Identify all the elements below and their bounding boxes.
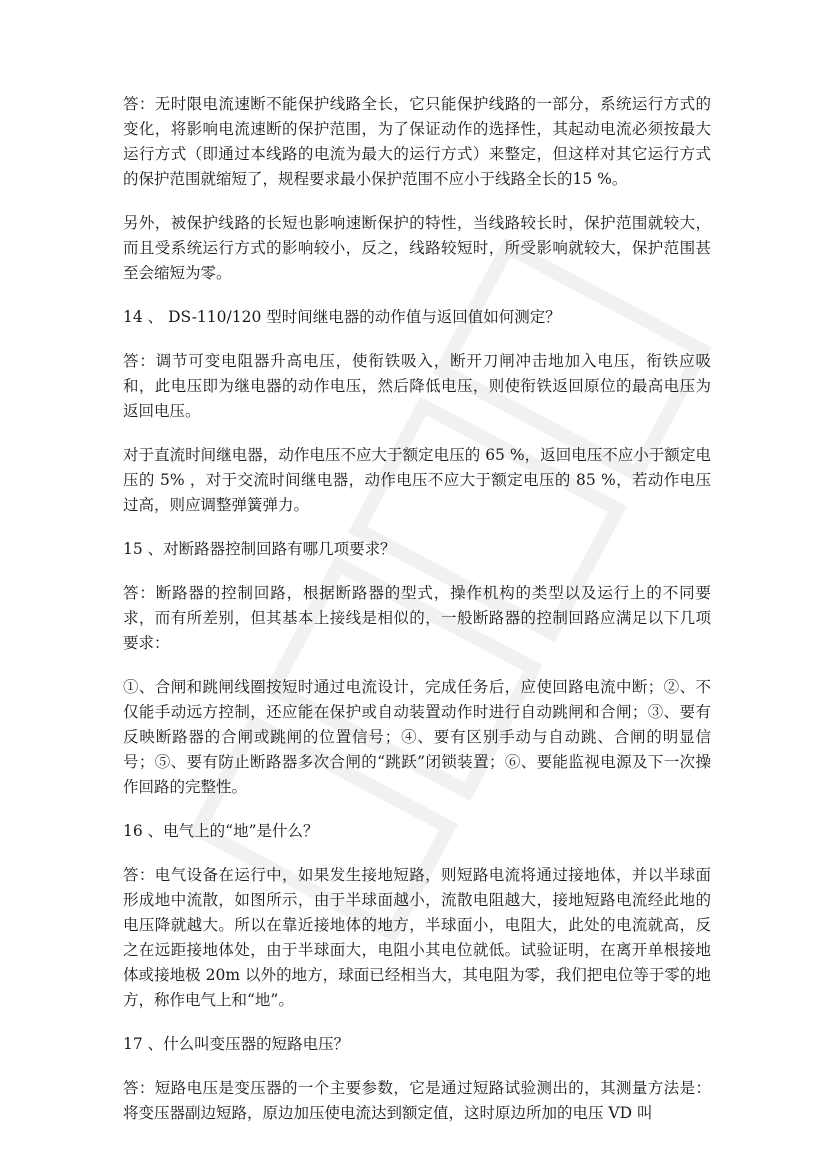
- document-page: [123, 92, 711, 1145]
- answer-13-paragraph-2: 另外，被保护线路的长短也影响速断保护的特性，当线路较长时，保护范围就较大，而且受系统运行方式的影响较小，反之，线路较短时，所受影响就较大，保护范围甚至会缩短为零。: [123, 214, 711, 282]
- question-16: 16 、电气上的“地”是什么？: [123, 822, 319, 840]
- answer-14-paragraph-2: 对于直流时间继电器，动作电压不应大于额定电压的 65 %，返回电压不应小于额定电压的 5% ，对于交流时间继电器，动作电压不应大于额定电压的 85 %，若动作电压过高，则应调整弹簧弹力。: [123, 446, 711, 514]
- answer-14-paragraph-1: 答：调节可变电阻器升高电压，使衔铁吸入，断开刀闸冲击地加入电压，衔铁应吸和，此电压即为继电器的动作电压，然后降低电压，则使衔铁返回原位的最高电压为返回电压。: [123, 352, 711, 420]
- answer-15-paragraph-2: ①、合闸和跳闸线圈按短时通过电流设计，完成任务后，应使回路电流中断；②、不仅能手动远方控制，还应能在保护或自动装置动作时进行自动跳闸和合闸；③、要有反映断路器的合闸或跳闸的位置信号；④、要有区别手动与自动跳、合闸的明显信号；⑤、要有防止断路器多次合闸的“跳跃”闭锁装置；⑥、要能监视电源及下一次操作回路的完整性。: [123, 678, 711, 796]
- answer-13-paragraph-1: 答：无时限电流速断不能保护线路全长，它只能保护线路的一部分，系统运行方式的变化，将影响电流速断的保护范围，为了保证动作的选择性，其起动电流必须按最大运行方式（即通过本线路的电流为最大的运行方式）来整定，但这样对其它运行方式的保护范围就缩短了，规程要求最小保护范围不应小于线路全长的15 %。: [123, 95, 711, 188]
- answer-15-paragraph-1: 答：断路器的控制回路，根据断路器的型式，操作机构的类型以及运行上的不同要求，而有所差别，但其基本上接线是相似的，一般断路器的控制回路应满足以下几项要求：: [123, 584, 711, 652]
- answer-16-paragraph-1: 答：电气设备在运行中，如果发生接地短路，则短路电流将通过接地体，并以半球面形成地中流散，如图所示，由于半球面越小，流散电阻越大，接地短路电流经此地的电压降就越大。所以在靠近接地体的地方，半球面小，电阻大，此处的电流就高，反之在远距接地体处，由于半球面大，电阻小其电位就低。试验证明，在离开单根接地体或接地极 20m 以外的地方，球面已经相当大，其电阻为零，我们把电位等于零的地方，称作电气上和“地”。: [123, 866, 711, 1009]
- question-17: 17 、什么叫变压器的短路电压？: [123, 1035, 350, 1053]
- answer-17-paragraph-1: 答：短路电压是变压器的一个主要参数，它是通过短路试验测出的，其测量方法是：将变压器副边短路，原边加压使电流达到额定值，这时原边所加的电压 VD 叫: [123, 1079, 711, 1122]
- question-14: 14 、 DS-110/120 型时间继电器的动作值与返回值如何测定？: [123, 308, 561, 326]
- question-15: 15 、对断路器控制回路有哪几项要求？: [123, 540, 396, 558]
